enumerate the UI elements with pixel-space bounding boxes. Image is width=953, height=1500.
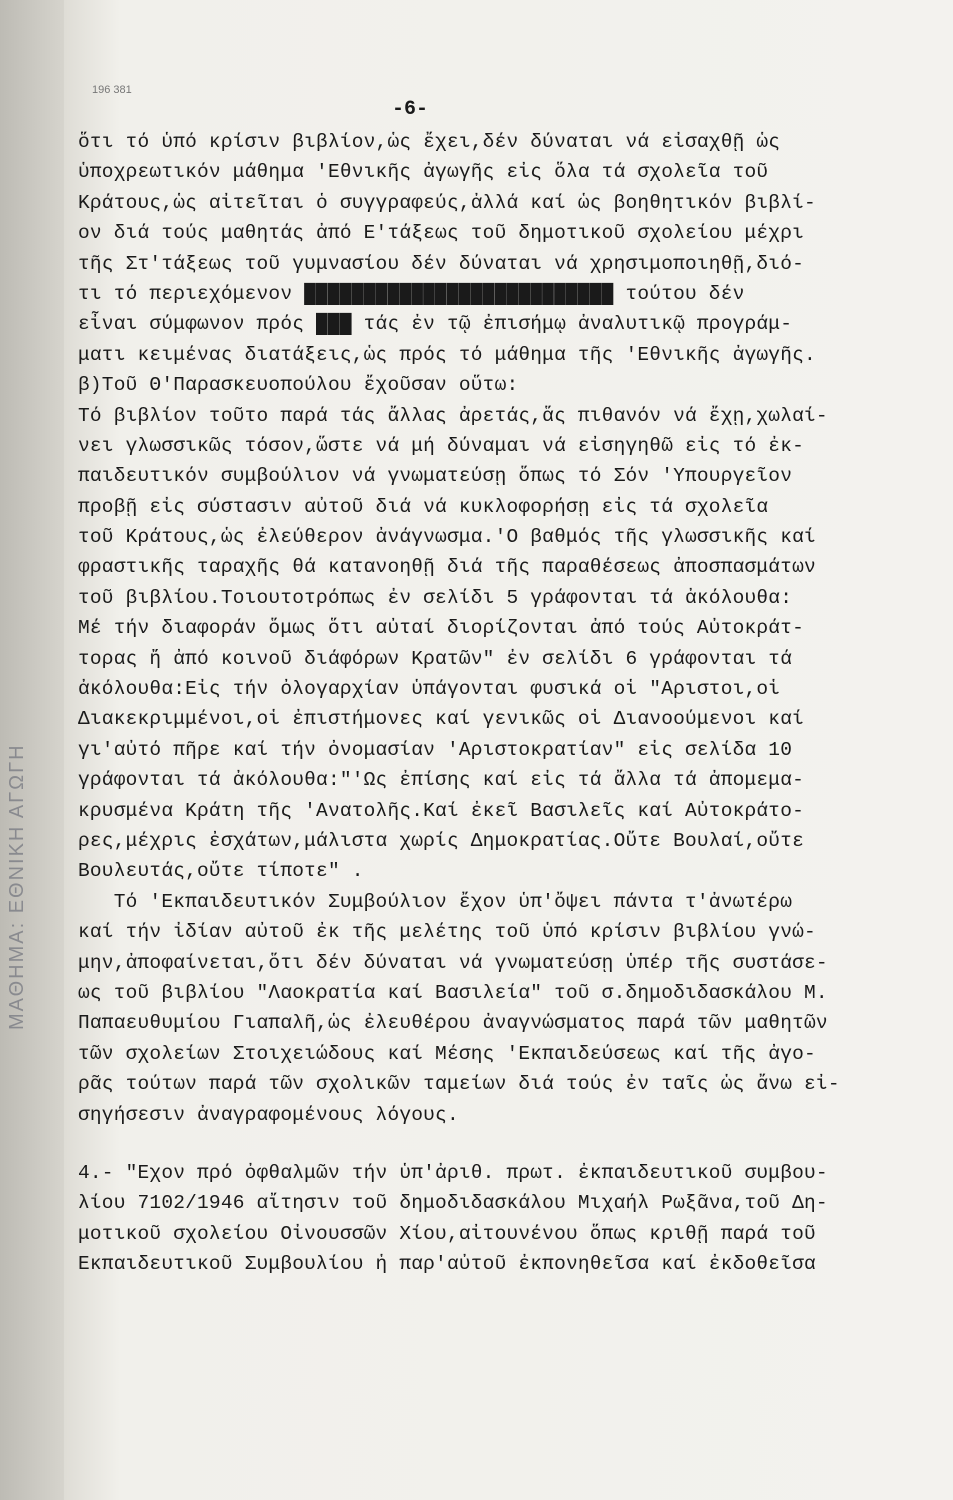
archive-corner-mark: 196 381	[92, 84, 132, 96]
text-line: κρυσμένα Κράτη τῆς 'Ανατολῆς.Καί ἐκεῖ Βασιλεῖς καί Αὐτοκράτο-	[78, 799, 805, 822]
text-line: Βουλευτάς,οὔτε τίποτε" .	[78, 860, 364, 883]
text-line: τοῦ Κράτους,ὡς ἐλεύθερον ἀνάγνωσμα.'Ο βαθμός τῆς γλωσσικῆς καί	[78, 526, 816, 549]
margin-stamp: ΜΑΘΗΜΑ: ΕΘΝΙΚΗ ΑΓΩΓΗ	[6, 743, 28, 1030]
text-line: τῶν σχολείων Στοιχειώδους καί Μέσης 'Εκπαιδεύσεως καί τῆς ἀγο-	[78, 1042, 816, 1065]
text-line: μοτικοῦ σχολείου Οἰνουσσῶν Χίου,αἰτουνένου ὅπως κριθῇ παρά τοῦ	[78, 1222, 816, 1245]
text-line: Τό 'Εκπαιδευτικόν Συμβούλιον ἔχον ὑπ'ὄψει πάντα τ'ἀνωτέρω	[78, 890, 793, 913]
text-line: 4.- "Εχον πρό ὀφθαλμῶν τήν ὑπ'ἀριθ. πρωτ. ἐκπαιδευτικοῦ συμβου-	[78, 1161, 828, 1184]
text-line: τῆς Στ'τάξεως τοῦ γυμνασίου δέν δύναται νά χρησιμοποιηθῇ,διό-	[78, 252, 805, 275]
text-line: ως τοῦ βιβλίου "Λαοκρατία καί Βασιλεία" τοῦ σ.δημοδιδασκάλου Μ.	[78, 981, 828, 1004]
text-line: λίου 7102/1946 αἴτησιν τοῦ δημοδιδασκάλου Μιχαήλ Ρωξᾶνα,τοῦ Δη-	[78, 1192, 828, 1215]
text-line: Παπαευθυμίου Γιαπαλῆ,ὡς ἐλευθέρου ἀναγνώσματος παρά τῶν μαθητῶν	[78, 1012, 828, 1035]
text-line: τοῦ βιβλίου.Τοιουτοτρόπως ἐν σελίδι 5 γράφονται τά ἀκόλουθα:	[78, 586, 793, 609]
text-line: παιδευτικόν συμβούλιον νά γνωματεύσῃ ὅπως τό Σόν 'Υπουργεῖον	[78, 465, 793, 488]
paragraph-2	[78, 370, 898, 1130]
text-line: γι'αὐτό πῆρε καί τήν ὀνομασίαν 'Αριστοκρατίαν" εἰς σελίδα 10	[78, 738, 793, 761]
text-line: Εκπαιδευτικοῦ Συμβουλίου ἡ παρ'αὐτοῦ ἐκπονηθεῖσα καί ἐκδοθεῖσα	[78, 1253, 816, 1276]
text-line: προβῇ εἰς σύστασιν αὐτοῦ διά νά κυκλοφορήσῃ εἰς τά σχολεῖα	[78, 495, 769, 518]
page-number: -6-	[392, 98, 429, 121]
text-line: νει γλωσσικῶς τόσον,ὥστε νά μή δύναμαι νά εἰσηγηθῶ εἰς τό ἐκ-	[78, 434, 805, 457]
text-line: τι τό περιεχόμενον ██████████████████████████ τούτου δέν	[78, 282, 745, 305]
text-line: γράφονται τά ἀκόλουθα:"'Ως ἐπίσης καί εἰς τά ἄλλα τά ἀπομεμα-	[78, 769, 805, 792]
paragraph-1	[78, 127, 898, 370]
text-line: τορας ἤ ἀπό κοινοῦ διάφόρων Κρατῶν" ἐν σελίδι 6 γράφονται τά	[78, 647, 793, 670]
text-line: ρᾶς τούτων παρά τῶν σχολικῶν ταμείων διά τούς ἐν ταῖς ὡς ἄνω εἰ-	[78, 1073, 840, 1096]
text-line: φραστικῆς ταραχῆς θά κατανοηθῇ διά τῆς παραθέσεως ἀποσπασμάτων	[78, 556, 816, 579]
typewritten-body	[78, 127, 898, 1279]
text-line: ον διά τούς μαθητάς ἀπό Ε'τάξεως τοῦ δημοτικοῦ σχολείου μέχρι	[78, 222, 805, 245]
text-line: ἀκόλουθα:Εἰς τήν ὀλογαρχίαν ὑπάγονται φυσικά οἱ "Αριστοι,οἱ	[78, 678, 781, 701]
text-line: σηγήσεσιν ἀναγραφομένους λόγους.	[78, 1103, 459, 1126]
text-line: Μέ τήν διαφοράν ὅμως ὅτι αὐταί διορίζονται ἀπό τούς Αὐτοκράτ-	[78, 617, 805, 640]
text-line: Διακεκριμμένοι,οἱ ἐπιστήμονες καί γενικῶς οἱ Διανοούμενοι καί	[78, 708, 805, 731]
text-line: ρες,μέχρις ἐσχάτων,μάλιστα χωρίς Δημοκρατίας.Οὔτε Βουλαί,οὔτε	[78, 829, 805, 852]
text-line: Τό βιβλίον τοῦτο παρά τάς ἄλλας ἀρετάς,ἅς πιθανόν νά ἔχῃ,χωλαί-	[78, 404, 828, 427]
text-line: Κράτους,ὡς αἰτεῖται ὁ συγγραφεύς,ἀλλά καί ὡς βοηθητικόν βιβλί-	[78, 191, 816, 214]
text-line: ὑποχρεωτικόν μάθημα 'Εθνικῆς ἀγωγῆς εἰς ὅλα τά σχολεῖα τοῦ	[78, 161, 769, 184]
text-line: ματι κειμένας διατάξεις,ὡς πρός τό μάθημα τῆς 'Εθνικῆς ἀγωγῆς.	[78, 343, 816, 366]
text-line: μην,ἀποφαίνεται,ὅτι δέν δύναται νά γνωματεύσῃ ὑπέρ τῆς συστάσε-	[78, 951, 828, 974]
paragraph-3	[78, 1158, 898, 1280]
text-line: ὅτι τό ὑπό κρίσιν βιβλίον,ὡς ἔχει,δέν δύναται νά εἰσαχθῇ ὡς	[78, 131, 781, 153]
text-line: β)Τοῦ Θ'Παρασκευοπούλου ἔχοῦσαν οὕτω:	[78, 374, 519, 397]
paragraph-gap	[78, 1130, 898, 1158]
text-line: καί τήν ἰδίαν αὐτοῦ ἐκ τῆς μελέτης τοῦ ὑπό κρίσιν βιβλίου γνώ-	[78, 921, 816, 944]
text-line: εἶναι σύμφωνον πρός ███ τάς ἐν τῷ ἐπισήμῳ ἀναλυτικῷ προγράμ-	[78, 313, 793, 336]
